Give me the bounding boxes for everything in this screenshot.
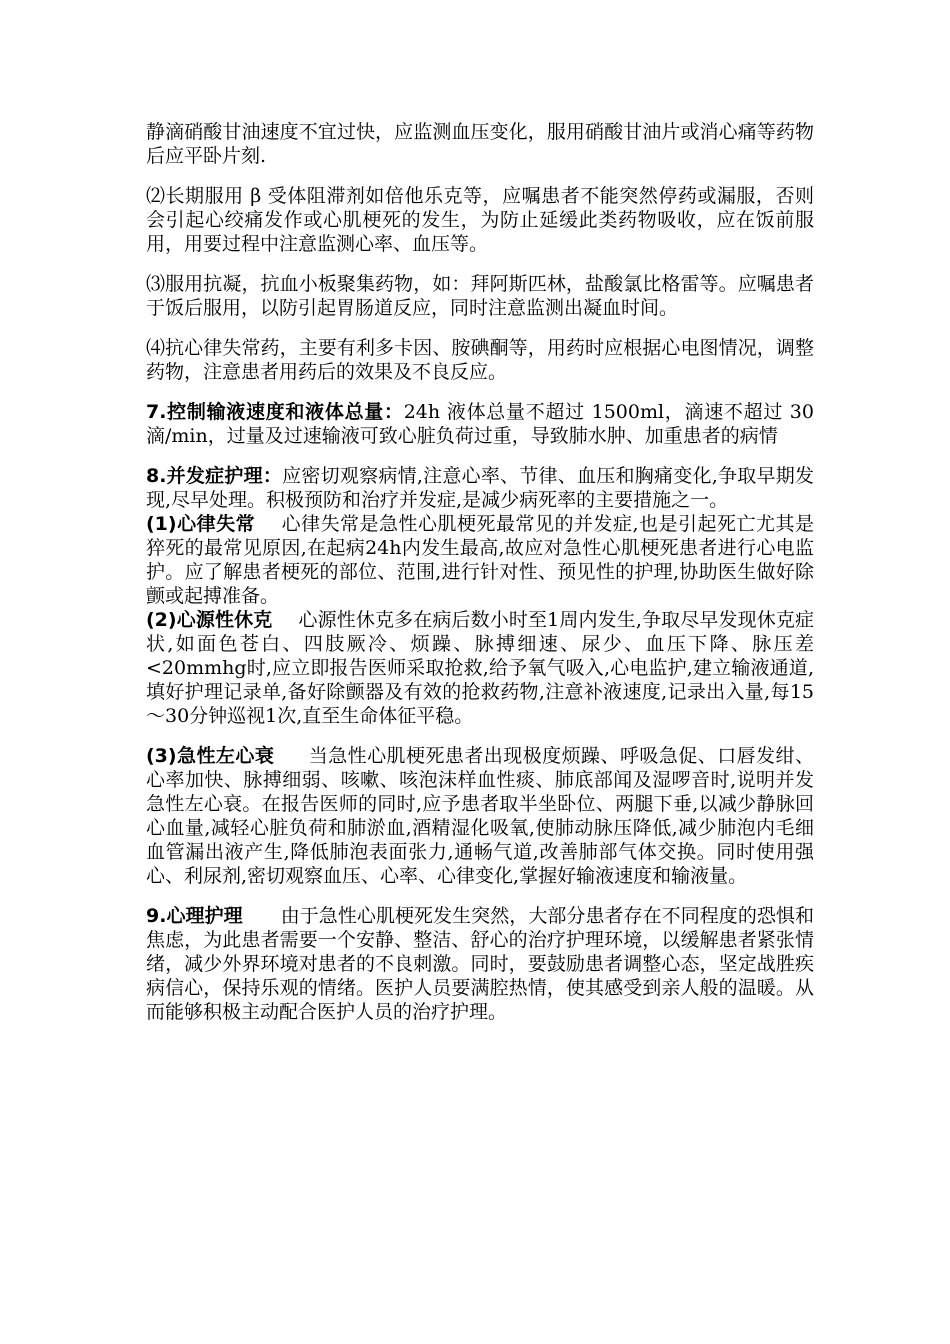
paragraph-cardiogenic-shock (146, 608, 814, 728)
paragraph-text: 心律失常是急性心肌梗死最常见的并发症,也是引起死亡尤其是猝死的最常见原因,在起病24h内发生最高,故应对急性心肌梗死患者进行心电监护。应了解患者梗死的部位、范围,进行针对性、预见性的护理,协助医生做好除颤或起搏准备。 (146, 513, 815, 607)
subsection-heading: (3)急性左心衰 (146, 745, 275, 767)
paragraph-complication-care (146, 464, 814, 512)
section-heading: 8.并发症护理： (146, 465, 283, 487)
paragraph-text: ⑶服用抗凝，抗血小板聚集药物，如：拜阿斯匹林，盐酸氯比格雷等。应嘱患者于饭后服用，以防引起胃肠道反应，同时注意监测出凝血时间。 (146, 273, 814, 319)
paragraph-psychological-care (146, 904, 814, 1024)
paragraph-arrhythmia (146, 512, 814, 608)
paragraph-text: 当急性心肌梗死患者出现极度烦躁、呼吸急促、口唇发绀、心率加快、脉搏细弱、咳嗽、咳泡沫样血性痰、肺底部闻及湿啰音时,说明并发急性左心衰。在报告医师的同时,应予患者取半坐卧位、两腿下垂,以减少静脉回心血量,减轻心脏负荷和肺淤血,酒精湿化吸氧,使肺动脉压降低,减少肺泡内毛细血管漏出液产生,降低肺泡表面张力,通畅气道,改善肺部气体交换。同时使用强心、利尿剂,密切观察血压、心率、心律变化,掌握好输液速度和输液量。 (146, 745, 814, 887)
paragraph-text: ⑵长期服用 β 受体阻滞剂如倍他乐克等，应嘱患者不能突然停药或漏服，否则会引起心绞痛发作或心肌梗死的发生，为防止延缓此类药物吸收，应在饭前服用，用要过程中注意监测心率、血压等。 (146, 185, 814, 255)
paragraph-text: 静滴硝酸甘油速度不宜过快，应监测血压变化，服用硝酸甘油片或消心痛等药物后应平卧片刻. (146, 121, 814, 167)
subsection-heading: (2)心源性休克 (146, 609, 273, 631)
paragraph-text: ⑷抗心律失常药，主要有利多卡因、胺碘酮等，用药时应根据心电图情况，调整药物，注意患者用药后的效果及不良反应。 (146, 337, 814, 383)
paragraph-text: 24h 液体总量不超过 1500ml，滴速不超过 30 滴/min，过量及过速输液可致心脏负荷过重，导致肺水肿、加重患者的病情 (146, 401, 814, 447)
paragraph-text: 心源性休克多在病后数小时至1周内发生,争取尽早发现休克症状,如面色苍白、四肢厥冷、烦躁、脉搏细速、尿少、血压下降、脉压差<20mmhg时,应立即报告医师采取抢救,给予氧气吸入,心电监护,建立输液通道,填好护理记录单,备好除颤器及有效的抢救药物,注意补液速度,记录出入量,每15～30分钟巡视1次,直至生命体征平稳。 (146, 609, 814, 727)
document-page (146, 120, 814, 1040)
paragraph-antiarrhythmic (146, 336, 814, 384)
section-heading: 7.控制输液速度和液体总量： (146, 401, 404, 423)
subsection-heading: (1)心律失常 (146, 513, 256, 535)
paragraph-anticoagulant (146, 272, 814, 320)
paragraph-text: 应密切观察病情,注意心率、节律、血压和胸痛变化,争取早期发现,尽早处理。积极预防和治疗并发症,是减少病死率的主要措施之一。 (146, 465, 814, 511)
paragraph-text: 由于急性心肌梗死发生突然，大部分患者存在不同程度的恐惧和焦虑，为此患者需要一个安静、整洁、舒心的治疗护理环境，以缓解患者紧张情绪，减少外界环境对患者的不良刺激。同时，要鼓励患者调整心态，坚定战胜疾病信心，保持乐观的情绪。医护人员要满腔热情，使其感受到亲人般的温暖。从而能够积极主动配合医护人员的治疗护理。 (146, 905, 814, 1023)
paragraph-nitroglycerin (146, 120, 814, 168)
section-heading: 9.心理护理 (146, 905, 243, 927)
paragraph-infusion-control (146, 400, 814, 448)
paragraph-left-heart-failure (146, 744, 814, 888)
paragraph-beta-blocker (146, 184, 814, 256)
